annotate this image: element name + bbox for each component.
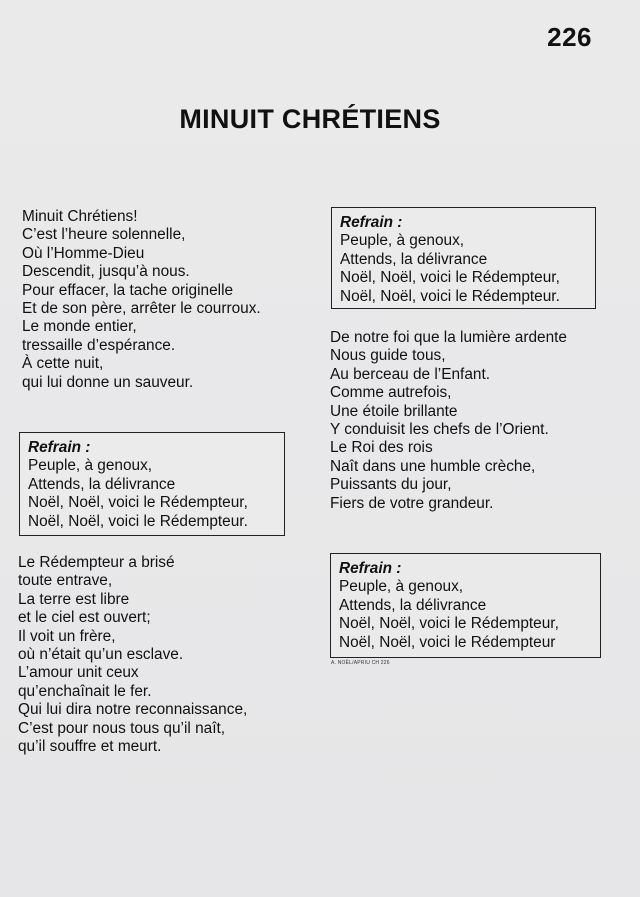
page-number: 226 [547,22,592,52]
verse-line: C’est pour nous tous qu’il naît, [18,719,226,737]
verse-3 [330,329,567,513]
refrain-box-2 [19,432,285,536]
refrain-line: Noël, Noël, voici le Rédempteur [339,633,556,651]
verse-line: qu’il souffre et meurt. [18,738,162,756]
song-title: MINUIT CHRÉTIENS [179,104,441,134]
verse-line: Le monde entier, [22,318,137,336]
verse-line: Qui lui dira notre reconnaissance, [18,701,248,719]
verse-line: qu’enchaînait le fer. [18,682,152,700]
verse-line: De notre foi que la lumière ardente [330,329,567,346]
verse-line: Comme autrefois, [330,384,452,402]
refrain-line: Noël, Noël, voici le Rédempteur, [28,494,248,512]
refrain-line: Peuple, à genoux, [340,232,465,250]
verse-line: L’amour unit ceux [18,664,139,682]
verse-line: Le Roi des rois [330,439,433,457]
refrain-line: Attends, la délivrance [339,596,487,614]
verse-line: toute entrave, [18,572,113,590]
verse-line: Et de son père, arrêter le courroux. [22,300,261,318]
verse-line: Puissants du jour, [330,476,452,494]
verse-line: Naît dans une humble crèche, [330,457,536,475]
copyright-note: A. NOËL/APRIU CH 226 [331,660,390,666]
refrain-box-1 [331,207,596,309]
verse-line: et le ciel est ouvert; [18,609,151,627]
verse-line: C’est l’heure solennelle, [22,226,186,244]
verse-line: Où l’Homme-Dieu [22,244,145,262]
verse-line: Fiers de votre grandeur. [330,494,494,512]
verse-line: À cette nuit, [22,355,104,373]
verse-line: Il voit un frère, [18,627,116,645]
refrain-heading: Refrain : [28,439,91,456]
verse-line: où n’était qu’un esclave. [18,646,184,664]
verse-line: Une étoile brillante [330,402,458,420]
verse-line: Le Rédempteur a brisé [18,554,175,571]
verse-line: qui lui donne un sauveur. [22,373,194,391]
refrain-line: Attends, la délivrance [340,250,488,268]
verse-line: Au berceau de l’Enfant. [330,365,491,383]
verse-1 [22,208,261,392]
verse-2 [18,554,247,756]
refrain-line: Noël, Noël, voici le Rédempteur, [340,269,560,287]
verse-line: La terre est libre [18,590,130,608]
verse-line: Y conduisit les chefs de l’Orient. [330,421,549,439]
refrain-box-3 [330,553,601,658]
refrain-line: Peuple, à genoux, [339,578,464,596]
verse-line: Descendit, jusqu’à nous. [22,263,190,281]
verse-line: Pour effacer, la tache originelle [22,281,234,299]
refrain-line: Noël, Noël, voici le Rédempteur, [339,615,559,633]
refrain-heading: Refrain : [339,560,402,577]
refrain-line: Noël, Noël, voici le Rédempteur. [340,287,560,305]
refrain-heading: Refrain : [340,214,403,231]
verse-line: Nous guide tous, [330,347,446,365]
refrain-line: Peuple, à genoux, [28,457,153,475]
refrain-line: Noël, Noël, voici le Rédempteur. [28,512,248,530]
verse-line: Minuit Chrétiens! [22,208,138,225]
refrain-line: Attends, la délivrance [28,475,176,493]
verse-line: tressaille d’espérance. [22,336,176,354]
